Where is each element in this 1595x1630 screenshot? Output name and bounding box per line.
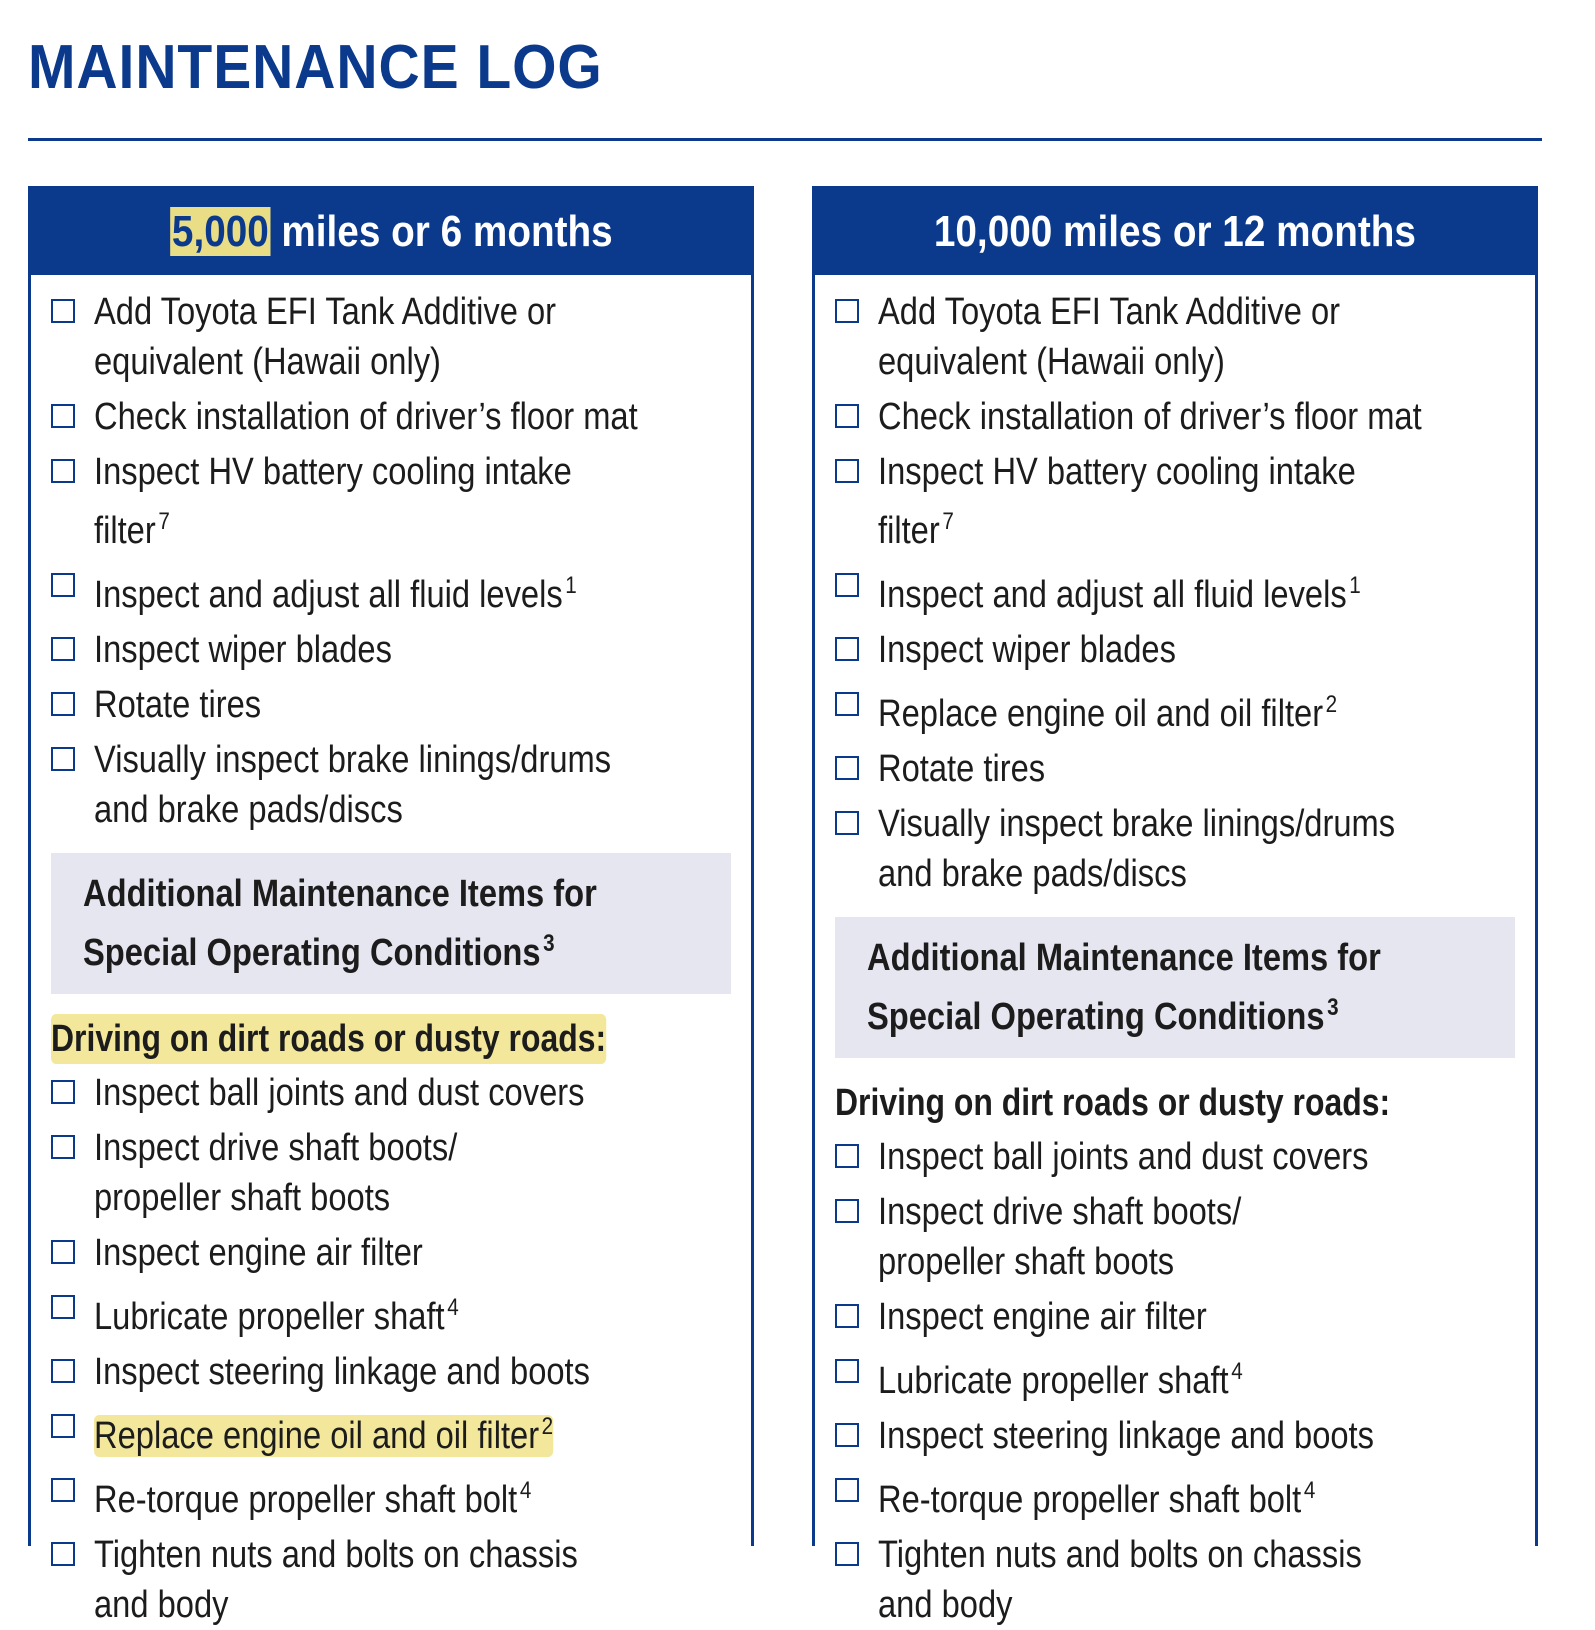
page-title: MAINTENANCE LOG — [28, 33, 603, 102]
item-label: Re-torque propeller shaft bolt — [94, 1479, 518, 1521]
checkbox[interactable] — [835, 637, 859, 661]
item-label: Inspect HV battery cooling intake filter — [878, 451, 1356, 552]
checklist-item — [835, 1132, 1515, 1182]
checklist-item — [51, 1123, 731, 1223]
checklist-item — [51, 1283, 731, 1342]
checklist-item — [835, 392, 1515, 442]
special-conditions-title: Additional Maintenance Items for Special Operating Conditions — [83, 873, 597, 974]
item-label: Inspect steering linkage and boots — [878, 1415, 1374, 1457]
item-label: Inspect steering linkage and boots — [94, 1351, 590, 1393]
item-label: Tighten nuts and bolts on chassis and body — [878, 1534, 1362, 1626]
checkbox[interactable] — [51, 1240, 75, 1264]
special-conditions-box — [835, 917, 1515, 1058]
item-label: Inspect engine air filter — [94, 1232, 423, 1274]
checkbox[interactable] — [51, 1414, 75, 1438]
checkbox[interactable] — [835, 811, 859, 835]
checklist-item — [835, 625, 1515, 675]
header-mileage: 10,000 — [933, 207, 1053, 256]
checklist-item — [835, 744, 1515, 794]
special-conditions-title: Additional Maintenance Items for Special Operating Conditions — [867, 937, 1381, 1038]
checklist-item — [51, 561, 731, 620]
checkbox[interactable] — [51, 637, 75, 661]
item-label: Inspect and adjust all fluid levels — [878, 574, 1347, 616]
checkbox[interactable] — [835, 459, 859, 483]
checklist-item — [835, 287, 1515, 387]
checkbox[interactable] — [835, 692, 859, 716]
checkbox[interactable] — [51, 404, 75, 428]
checklist-item — [835, 561, 1515, 620]
checklist-item — [51, 447, 731, 556]
condition-subheading: Driving on dirt roads or dusty roads: — [51, 1014, 731, 1064]
checkbox[interactable] — [835, 299, 859, 323]
item-label: Visually inspect brake linings/drums and brake pads/discs — [878, 803, 1396, 895]
checkbox[interactable] — [835, 1304, 859, 1328]
checklist-item-highlighted — [51, 1402, 731, 1461]
item-label: Visually inspect brake linings/drums and brake pads/discs — [94, 739, 612, 831]
condition-subheading: Driving on dirt roads or dusty roads: — [835, 1082, 1391, 1124]
footnote-ref: 3 — [1327, 994, 1339, 1021]
header-interval: miles or 6 months — [270, 207, 613, 256]
checkbox[interactable] — [835, 1359, 859, 1383]
checkbox[interactable] — [835, 1478, 859, 1502]
item-label: Rotate tires — [878, 748, 1046, 790]
checklist-item — [51, 1228, 731, 1278]
item-label: Inspect drive shaft boots/ propeller shaft boots — [94, 1127, 458, 1219]
checkbox[interactable] — [51, 1135, 75, 1159]
special-conditions-box — [51, 853, 731, 994]
checkbox[interactable] — [835, 756, 859, 780]
checklist-item — [835, 799, 1515, 899]
item-label: Add Toyota EFI Tank Additive or equivalent (Hawaii only) — [878, 291, 1341, 383]
item-label: Lubricate propeller shaft — [94, 1296, 445, 1338]
checklist-item — [835, 1411, 1515, 1461]
checklist-item — [835, 1466, 1515, 1525]
item-label: Inspect HV battery cooling intake filter — [94, 451, 572, 552]
checklist-item — [51, 680, 731, 730]
item-label: Tighten nuts and bolts on chassis and body — [94, 1534, 578, 1626]
item-label: Rotate tires — [94, 684, 262, 726]
checklist-item — [835, 1292, 1515, 1342]
footnote-ref: 7 — [942, 508, 954, 535]
item-label: Replace engine oil and oil filter — [878, 693, 1324, 735]
footnote-ref: 1 — [565, 572, 577, 599]
item-label: Lubricate propeller shaft — [878, 1360, 1229, 1402]
footnote-ref: 3 — [543, 930, 555, 957]
item-label: Re-torque propeller shaft bolt — [878, 1479, 1302, 1521]
checklist-item — [51, 1466, 731, 1525]
checklist-item — [835, 680, 1515, 739]
maintenance-column-5000 — [28, 186, 754, 1626]
checklist-item — [51, 625, 731, 675]
checkbox[interactable] — [835, 1199, 859, 1223]
checklist-item — [51, 735, 731, 835]
checkbox[interactable] — [835, 1542, 859, 1566]
checkbox[interactable] — [835, 404, 859, 428]
checklist-item — [51, 1347, 731, 1397]
checkbox[interactable] — [51, 1359, 75, 1383]
title-divider — [28, 138, 1542, 141]
checklist-item — [51, 1068, 731, 1118]
item-label: Inspect wiper blades — [94, 629, 392, 671]
checkbox[interactable] — [835, 1144, 859, 1168]
footnote-ref: 4 — [1303, 1477, 1316, 1504]
footnote-ref: 1 — [1349, 572, 1361, 599]
item-label: Inspect and adjust all fluid levels — [94, 574, 563, 616]
item-label: Inspect drive shaft boots/ propeller shaft boots — [878, 1191, 1242, 1283]
checkbox[interactable] — [835, 573, 859, 597]
checklist-item — [51, 287, 731, 387]
item-label: Inspect ball joints and dust covers — [878, 1136, 1369, 1178]
item-label: Replace engine oil and oil filter — [94, 1415, 540, 1457]
maintenance-column-10000 — [812, 186, 1538, 1626]
checklist-item — [835, 1187, 1515, 1287]
checklist-item — [835, 1530, 1515, 1630]
footnote-ref: 4 — [519, 1477, 532, 1504]
item-label: Check installation of driver’s floor mat — [94, 396, 638, 438]
checklist-item — [835, 1347, 1515, 1406]
item-label: Check installation of driver’s floor mat — [878, 396, 1422, 438]
checkbox[interactable] — [51, 1478, 75, 1502]
checkbox[interactable] — [835, 1423, 859, 1447]
footnote-ref: 2 — [541, 1413, 554, 1440]
footnote-ref: 4 — [447, 1294, 459, 1321]
checkbox[interactable] — [51, 747, 75, 771]
checklist-item — [51, 392, 731, 442]
checkbox[interactable] — [51, 692, 75, 716]
checklist-item — [835, 447, 1515, 556]
item-label: Inspect wiper blades — [878, 629, 1176, 671]
footnote-ref: 4 — [1231, 1358, 1243, 1385]
footnote-ref: 7 — [158, 508, 170, 535]
checklist-item — [51, 1530, 731, 1630]
column-header — [31, 189, 751, 275]
checkbox[interactable] — [51, 1542, 75, 1566]
item-label: Inspect ball joints and dust covers — [94, 1072, 585, 1114]
checkbox[interactable] — [51, 573, 75, 597]
checkbox[interactable] — [51, 1080, 75, 1104]
item-label: Add Toyota EFI Tank Additive or equivalent (Hawaii only) — [94, 291, 557, 383]
column-header — [815, 189, 1535, 275]
footnote-ref: 2 — [1325, 691, 1338, 718]
checkbox[interactable] — [51, 1295, 75, 1319]
item-label: Inspect engine air filter — [878, 1296, 1207, 1338]
header-mileage-highlighted: 5,000 — [171, 207, 269, 256]
checkbox[interactable] — [51, 459, 75, 483]
header-interval: miles or 12 months — [1052, 207, 1417, 256]
checkbox[interactable] — [51, 299, 75, 323]
